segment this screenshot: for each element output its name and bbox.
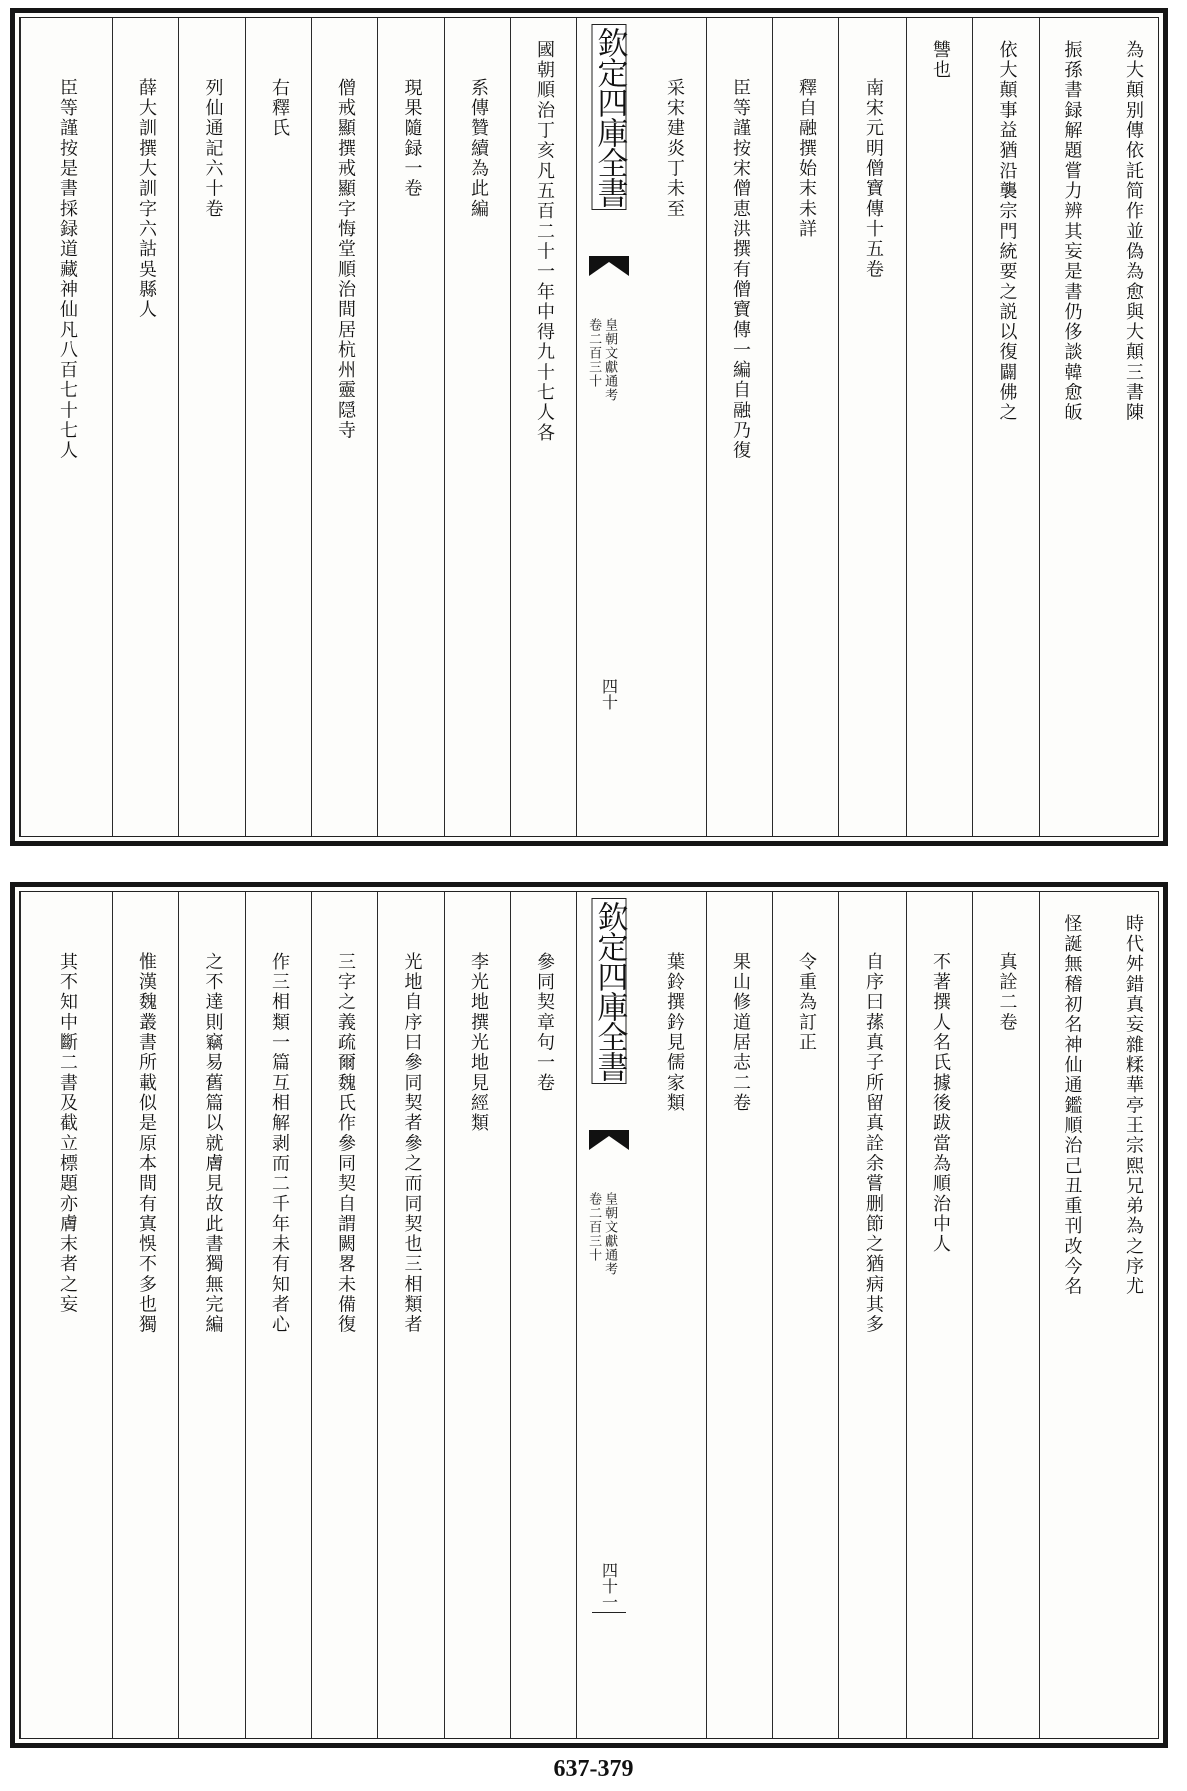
- fishtail-mark: [589, 256, 629, 276]
- text-column: [20, 18, 113, 836]
- spine-title: 欽定四庫全書: [592, 898, 627, 1084]
- text-column: [972, 18, 1040, 836]
- text-column: [772, 18, 839, 836]
- column-text: 僧戒顯撰戒顯字悔堂順治間居杭州靈隠寺: [335, 78, 356, 441]
- spine-subtitle: 皇朝文獻通考: [602, 1192, 618, 1276]
- column-text: 采宋建炎丁未至: [664, 78, 685, 220]
- column-text: 列仙通記六十卷: [202, 78, 224, 220]
- text-column: [640, 18, 707, 836]
- text-column: [706, 892, 773, 1738]
- spine-title: 欽定四庫全書: [592, 24, 627, 210]
- spine-rule: [592, 1612, 626, 1613]
- text-column: [906, 18, 973, 836]
- column-text: 怪誕無稽初名神仙通鑑順治己丑重刊改今名: [1061, 914, 1083, 1298]
- text-column: [112, 892, 179, 1738]
- column-text: 現果隨録一卷: [401, 78, 423, 199]
- column-text: 不著撰人名氏據後跋當為順治中人: [930, 952, 951, 1255]
- text-column: [772, 892, 839, 1738]
- text-column: [178, 18, 246, 836]
- column-text: 李光地撰光地見經類: [468, 952, 489, 1134]
- column-text: 參同契章句一卷: [534, 952, 555, 1094]
- text-column: [972, 892, 1040, 1738]
- text-column: [1102, 18, 1164, 836]
- text-column: [377, 892, 445, 1738]
- column-text: 系傳贊續為此編: [468, 78, 489, 220]
- text-column: [444, 18, 511, 836]
- column-text: 依大顛事益猶沿襲宗門統要之説以復闢佛之: [996, 40, 1018, 424]
- spine-page-number: 四十一: [599, 1562, 619, 1610]
- column-text: 薛大訓撰大訓字六詁吳縣人: [136, 78, 157, 320]
- column-text: 真詮二卷: [996, 952, 1018, 1033]
- text-column: [311, 18, 378, 836]
- text-column: [510, 18, 577, 836]
- fishtail-mark: [589, 1130, 629, 1150]
- text-column: [706, 18, 773, 836]
- spine-page-number: 四十: [599, 678, 619, 710]
- text-column: [311, 892, 378, 1738]
- text-column: [838, 892, 907, 1738]
- column-text: 令重為訂正: [796, 952, 817, 1053]
- column-text: 時代舛錯真妄雜糅華亭王宗熙兄弟為之序尤: [1123, 914, 1144, 1298]
- column-text: 葉鈴撰鈐見儒家類: [664, 952, 685, 1114]
- column-text: 釋自融撰始末未詳: [796, 78, 817, 240]
- text-column: [20, 892, 113, 1738]
- text-column: [178, 892, 246, 1738]
- book-spine: [576, 18, 641, 836]
- text-column: [838, 18, 907, 836]
- text-column: [1102, 892, 1164, 1738]
- text-column: [640, 892, 707, 1738]
- spine-volume: 卷二百三十: [586, 318, 602, 388]
- book-spine: [576, 892, 641, 1738]
- column-text: 惟漢魏叢書所載似是原本間有寘悞不多也獨: [136, 952, 157, 1336]
- column-text: 振孫書録解題嘗力辨其妄是書仍侈談韓愈皈: [1061, 40, 1083, 424]
- column-text: 南宋元明僧寶傳十五卷: [863, 78, 884, 280]
- column-text: 自序曰蓀真子所留真詮余嘗删節之猶病其多: [863, 952, 884, 1336]
- column-text: 光地自序曰參同契者參之而同契也三相類者: [401, 952, 423, 1336]
- column-text: 國朝順治丁亥凡五百二十一年中得九十七人各: [534, 40, 555, 444]
- column-text: 三字之義疏爾魏氏作參同契自謂闕畧未備復: [335, 952, 356, 1336]
- column-text: 作三相類一篇互相解剥而二千年未有知者心: [269, 952, 290, 1336]
- column-text: 之不達則竊易舊篇以就膚見故此書獨無完編: [202, 952, 224, 1336]
- column-text: 為大顛别傳依託简作並偽為愈與大顛三書陳: [1123, 40, 1144, 424]
- column-text: 臣等謹按宋僧恵洪撰有僧寶傳一編自融乃復: [730, 78, 751, 462]
- text-column: [444, 892, 511, 1738]
- text-column: [245, 18, 312, 836]
- text-column: [112, 18, 179, 836]
- column-text: 右釋氏: [269, 78, 290, 139]
- text-column: [510, 892, 577, 1738]
- page-top: [10, 8, 1168, 846]
- page-code: 637-379: [553, 1756, 634, 1782]
- column-text: 臣等謹按是書採録道藏神仙凡八百七十七人: [57, 78, 78, 462]
- text-column: [906, 892, 973, 1738]
- text-column: [1039, 892, 1103, 1738]
- column-text: 果山修道居志二卷: [730, 952, 751, 1114]
- page-top-frame: [19, 17, 1159, 837]
- text-column: [245, 892, 312, 1738]
- text-column: [1039, 18, 1103, 836]
- spine-volume: 卷二百三十: [586, 1192, 602, 1262]
- spine-subtitle: 皇朝文獻通考: [602, 318, 618, 402]
- text-column: [377, 18, 445, 836]
- page-bottom: [10, 882, 1168, 1748]
- column-text: 其不知中斷二書及截立標題亦膚末者之妄: [57, 952, 78, 1315]
- column-text: 讐也: [930, 40, 951, 81]
- page-bottom-frame: [19, 891, 1159, 1739]
